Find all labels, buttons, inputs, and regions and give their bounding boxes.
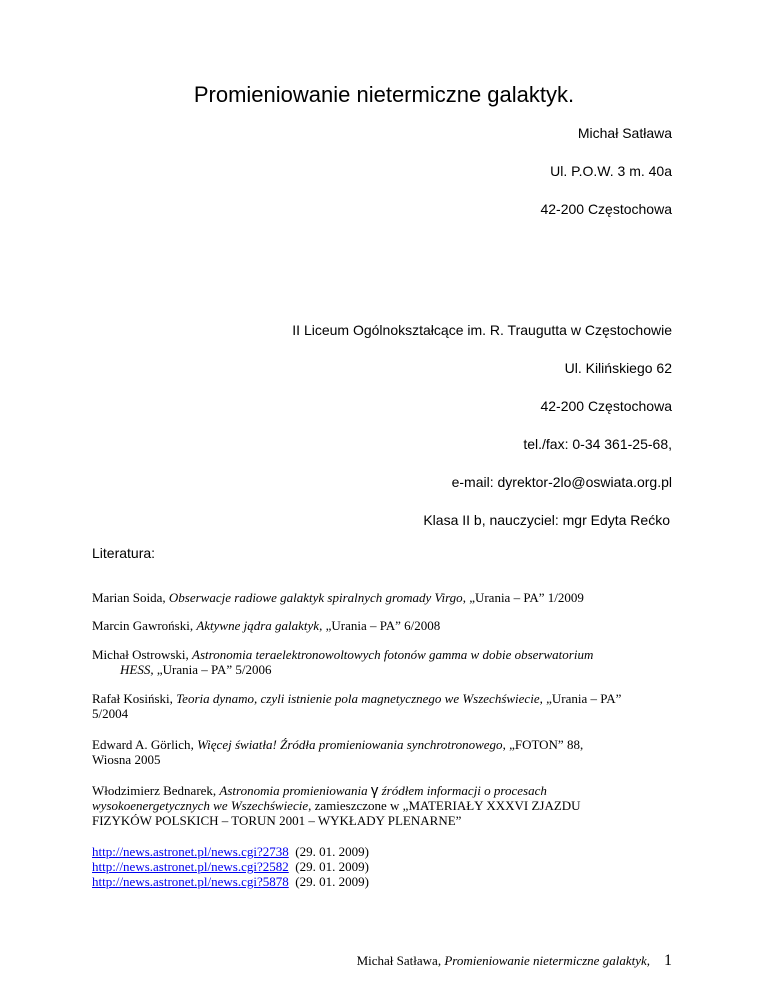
ref-source: , „Urania – PA” 1/2009 — [462, 590, 584, 605]
ref-author: Włodzimierz Bednarek, — [92, 783, 220, 798]
footer-author: Michał Satława, — [356, 953, 445, 968]
ref-source-line3: FIZYKÓW POLSKICH – TORUN 2001 – WYKŁADY PLENARNE” — [92, 813, 462, 828]
ref-source: , „FOTON” 88, — [502, 737, 584, 752]
school-city: 42-200 Częstochowa — [540, 398, 672, 414]
ref-source: „Urania – PA” 5/2006 — [153, 662, 272, 677]
ref-source: , „Urania – PA” 6/2008 — [319, 618, 441, 633]
link-date: (29. 01. 2009) — [295, 844, 369, 859]
gamma-symbol: γ — [370, 782, 379, 799]
literature-heading: Literatura: — [92, 545, 156, 561]
ref-author: Marian Soida, — [92, 590, 169, 605]
ref-source: „Urania – PA” — [542, 691, 622, 706]
list-item — [92, 844, 369, 859]
list-item — [92, 874, 369, 889]
ref-source: , zamieszczone w „MATERIAŁY XXXVI ZJAZDU — [308, 798, 581, 813]
author-street: Ul. P.O.W. 3 m. 40a — [550, 163, 672, 179]
footer-title: Promieniowanie nietermiczne galaktyk, — [444, 953, 650, 968]
ref-title: Astronomia promieniowania — [219, 783, 371, 798]
document-title: Promieniowanie nietermiczne galaktyk. — [193, 82, 575, 107]
ref-title-b: źródłem informacji o procesach — [378, 783, 547, 798]
page-footer — [357, 952, 672, 970]
link-date: (29. 01. 2009) — [295, 874, 369, 889]
reference-link[interactable]: http://news.astronet.pl/news.cgi?5878 — [92, 874, 289, 889]
ref-source-cont: 5/2004 — [92, 706, 129, 721]
school-street: Ul. Kilińskiego 62 — [564, 360, 672, 376]
ref-title-cont: HESS, — [120, 662, 154, 677]
ref-title-line2: wysokoenergetycznych we Wszechświecie — [92, 798, 309, 813]
ref-sep: , — [190, 737, 198, 752]
link-date: (29. 01. 2009) — [295, 859, 369, 874]
school-class: Klasa II b, nauczyciel: mgr Edyta Rećko — [423, 512, 670, 528]
ref-author: Rafał Kosiński, — [92, 691, 177, 706]
ref-title: Więcej światła! Źródła promieniowania synchrotronowego — [197, 737, 503, 752]
reference-item — [92, 647, 682, 677]
reference-item — [92, 783, 682, 828]
school-phone: tel./fax: 0-34 361-25-68, — [523, 436, 672, 452]
author-address — [540, 125, 672, 217]
author-name: Michał Satława — [577, 125, 672, 141]
reference-link[interactable]: http://news.astronet.pl/news.cgi?2582 — [92, 859, 289, 874]
list-item — [92, 859, 369, 874]
page-number: 1 — [664, 952, 672, 969]
school-address — [292, 322, 672, 528]
ref-title: Teoria dynamo, czyli istnienie pola magnetycznego we Wszechświecie, — [176, 691, 543, 706]
link-list — [92, 844, 369, 889]
school-email: e-mail: dyrektor-2lo@oswiata.org.pl — [451, 474, 672, 490]
ref-author: Marcin Gawroński, — [92, 618, 197, 633]
reference-item — [92, 691, 682, 721]
reference-item — [92, 618, 682, 633]
ref-title: Astronomia teraelektronowoltowych fotonów gamma w dobie obserwatorium — [192, 647, 594, 662]
author-city: 42-200 Częstochowa — [540, 201, 672, 217]
ref-source-cont: Wiosna 2005 — [92, 752, 161, 767]
ref-title: Obserwacje radiowe galaktyk spiralnych gromady Virgo — [168, 590, 463, 605]
reference-link[interactable]: http://news.astronet.pl/news.cgi?2738 — [92, 844, 289, 859]
reference-item — [92, 590, 682, 605]
reference-item — [92, 737, 682, 767]
school-name: II Liceum Ogólnokształcące im. R. Traugutta w Częstochowie — [292, 322, 672, 338]
ref-author: Michał Ostrowski, — [92, 647, 193, 662]
ref-author: Edward A. Görlich — [92, 737, 191, 752]
ref-title: Aktywne jądra galaktyk — [196, 618, 320, 633]
